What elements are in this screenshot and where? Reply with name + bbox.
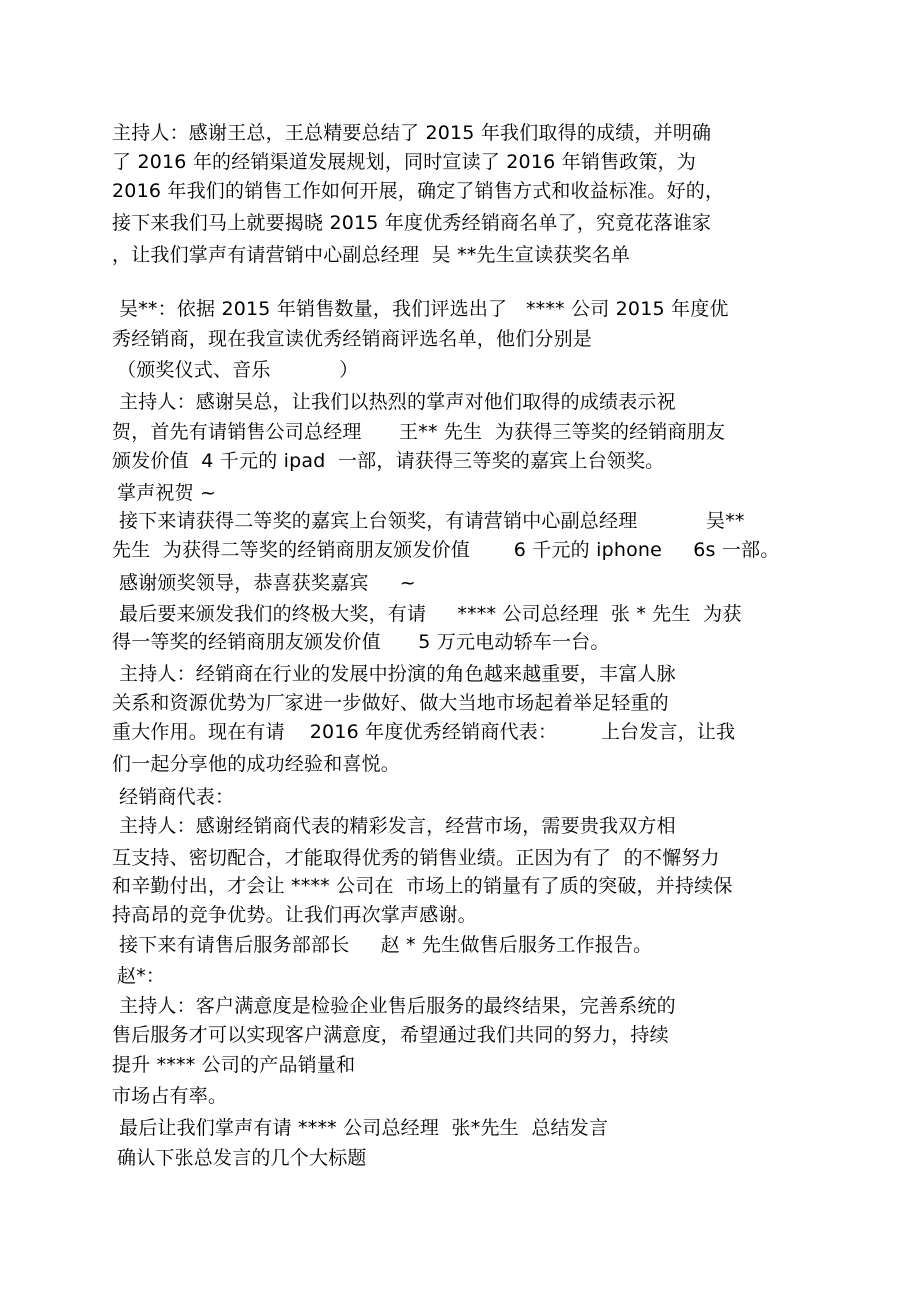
text-line: 主持人：感谢吴总，让我们以热烈的掌声对他们取得的成绩表示祝 bbox=[119, 391, 676, 413]
text-line: 主持人：客户满意度是检验企业售后服务的最终结果，完善系统的 bbox=[119, 995, 676, 1017]
text-line: 提升 **** 公司的产品销量和 bbox=[112, 1054, 356, 1076]
text-line: 得一等奖的经销商朋友颁发价值 5 万元电动轿车一台。 bbox=[112, 631, 610, 653]
text-line: 和辛勤付出，才会让 **** 公司在 市场上的销量有了质的突破，并持续保 bbox=[112, 875, 733, 897]
text-line: 主持人：感谢王总，王总精要总结了 2015 年我们取得的成绩，并明确 bbox=[112, 122, 712, 144]
text-line: 先生 为获得二等奖的经销商朋友颁发价值 6 千元的 iphone 6s 一部。 bbox=[112, 539, 780, 561]
text-line: 赵*： bbox=[117, 965, 166, 987]
text-line: 关系和资源优势为厂家进一步做好、做大当地市场起着举足轻重的 bbox=[112, 692, 669, 714]
text-line: 了 2016 年的经销渠道发展规划，同时宣读了 2016 年销售政策，为 bbox=[112, 151, 697, 173]
text-line: 最后让我们掌声有请 **** 公司总经理 张*先生 总结发言 bbox=[119, 1117, 609, 1139]
text-line: 售后服务才可以实现客户满意度，希望通过我们共同的努力，持续 bbox=[112, 1024, 669, 1046]
text-line: 秀经销商，现在我宣读优秀经销商评选名单，他们分别是 bbox=[112, 328, 593, 350]
text-line: 贺，首先有请销售公司总经理 王** 先生 为获得三等奖的经销商朋友 bbox=[112, 421, 726, 443]
text-line: 感谢颁奖领导，恭喜获奖嘉宾 ~ bbox=[119, 572, 416, 594]
text-line: 掌声祝贺 ~ bbox=[117, 482, 217, 504]
text-line: 接下来有请售后服务部部长 赵 * 先生做售后服务工作报告。 bbox=[119, 934, 653, 956]
text-line: 确认下张总发言的几个大标题 bbox=[117, 1147, 367, 1169]
text-line: 主持人：感谢经销商代表的精彩发言，经营市场，需要贵我双方相 bbox=[119, 815, 676, 837]
text-line: 市场占有率。 bbox=[112, 1085, 228, 1107]
text-line: 互支持、密切配合，才能取得优秀的销售业绩。正因为有了 的不懈努力 bbox=[112, 847, 720, 869]
text-line: 经销商代表： bbox=[119, 786, 235, 808]
text-line: （颁奖仪式、音乐 ） bbox=[117, 359, 359, 381]
text-line: ，让我们掌声有请营销中心副总经理 吴 **先生宣读获奖名单 bbox=[112, 244, 631, 266]
text-line: 重大作用。现在有请 2016 年度优秀经销商代表： 上台发言，让我 bbox=[112, 721, 736, 743]
text-line: 最后要来颁发我们的终极大奖，有请 **** 公司总经理 张 * 先生 为获 bbox=[119, 603, 742, 625]
text-line: 吴**：依据 2015 年销售数量，我们评选出了 **** 公司 2015 年度优 bbox=[119, 298, 729, 320]
text-line: 接下来我们马上就要揭晓 2015 年度优秀经销商名单了，究竟花落谁家 bbox=[112, 212, 712, 234]
text-line: 主持人：经销商在行业的发展中扮演的角色越来越重要，丰富人脉 bbox=[119, 663, 676, 685]
text-line: 持高昂的竞争优势。让我们再次掌声感谢。 bbox=[112, 904, 477, 926]
text-line: 接下来请获得二等奖的嘉宾上台领奖，有请营销中心副总经理 吴** bbox=[119, 510, 745, 532]
text-line: 颁发价值 4 千元的 ipad 一部，请获得三等奖的嘉宾上台领奖。 bbox=[112, 450, 665, 472]
text-line: 们一起分享他的成功经验和喜悦。 bbox=[112, 753, 401, 775]
text-line: 2016 年我们的销售工作如何开展，确定了销售方式和收益标准。好的， bbox=[112, 180, 725, 202]
